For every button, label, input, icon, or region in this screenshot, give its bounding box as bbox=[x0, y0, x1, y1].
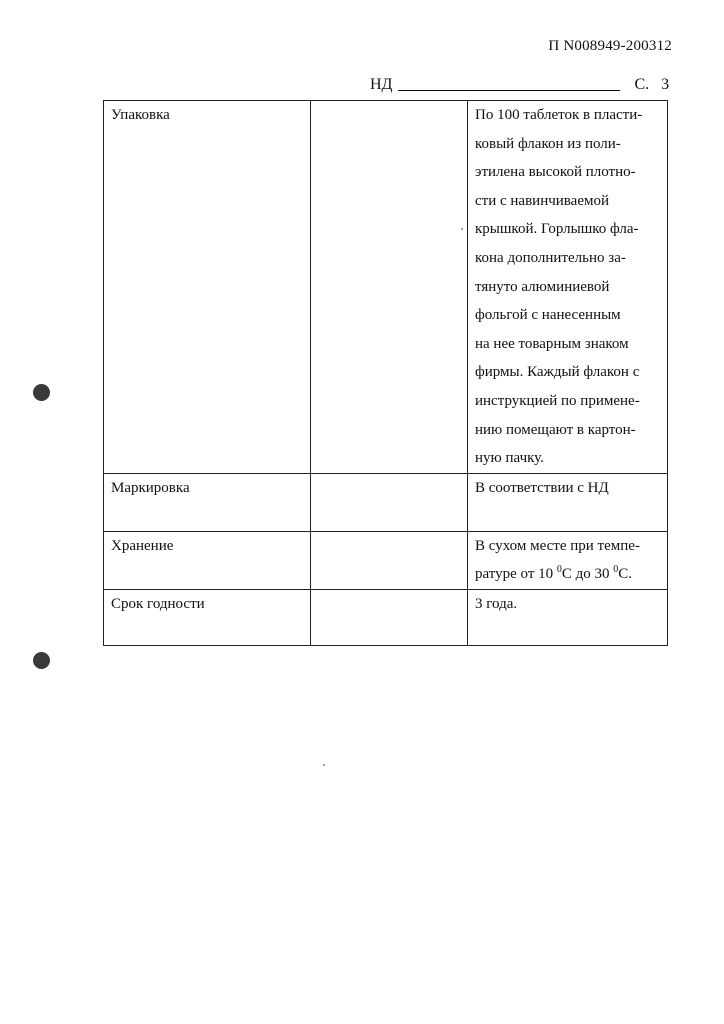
value-line: ковый флакон из поли- bbox=[475, 135, 621, 152]
value-line: нию помещают в картон- bbox=[475, 421, 636, 438]
value-line: В соответствии с НД bbox=[475, 479, 609, 496]
value-line: кона дополнительно за- bbox=[475, 249, 626, 266]
degree-sup: 0 bbox=[613, 564, 619, 576]
table-row-storage bbox=[104, 531, 668, 589]
document-number: П N008949-200312 bbox=[548, 38, 672, 54]
nd-label: НД bbox=[370, 76, 393, 93]
row-label: Маркировка bbox=[104, 473, 311, 531]
row-value bbox=[468, 473, 668, 531]
value-line: фольгой с нанесенным bbox=[475, 307, 621, 324]
row-label: Срок годности bbox=[104, 589, 311, 645]
table-row-packaging bbox=[104, 101, 668, 474]
nd-blank-line bbox=[398, 76, 620, 91]
temperature-line bbox=[475, 560, 667, 589]
value-line: По 100 таблеток в пласти- bbox=[475, 107, 643, 123]
value-line: ную пачку. bbox=[475, 450, 544, 467]
value-line: В сухом месте при темпе- bbox=[475, 537, 640, 554]
table-row-shelf-life bbox=[104, 589, 668, 645]
value-line: крышкой. Горлышко фла- bbox=[475, 221, 639, 238]
table-row-marking bbox=[104, 473, 668, 531]
temp-suffix: С. bbox=[618, 566, 633, 583]
specification-table bbox=[103, 100, 668, 646]
scan-speck bbox=[461, 228, 463, 230]
row-label: Хранение bbox=[104, 531, 311, 589]
empty-cell bbox=[311, 101, 468, 474]
value-line: 3 года. bbox=[475, 595, 518, 612]
value-line: тянуто алюминиевой bbox=[475, 278, 610, 295]
row-value bbox=[468, 589, 668, 645]
temp-prefix: ратуре от 10 bbox=[475, 566, 557, 583]
nd-header bbox=[370, 76, 669, 94]
row-value bbox=[468, 101, 668, 474]
scan-speck bbox=[323, 764, 325, 766]
row-value bbox=[468, 531, 668, 589]
punch-hole-mark bbox=[33, 652, 50, 669]
page-number: 3 bbox=[661, 76, 670, 93]
degree-sup: 0 bbox=[556, 564, 562, 576]
empty-cell bbox=[311, 473, 468, 531]
empty-cell bbox=[311, 531, 468, 589]
value-line: на нее товарным знаком bbox=[475, 335, 629, 352]
page-label: С. bbox=[634, 76, 650, 93]
empty-cell bbox=[311, 589, 468, 645]
punch-hole-mark bbox=[33, 384, 50, 401]
value-line: этилена высокой плотно- bbox=[475, 164, 636, 181]
value-line: сти с навинчиваемой bbox=[475, 192, 610, 209]
temp-mid: С до 30 bbox=[561, 566, 614, 583]
value-line: инструкцией по примене- bbox=[475, 392, 640, 409]
row-label: Упаковка bbox=[104, 101, 311, 474]
value-line: фирмы. Каждый флакон с bbox=[475, 364, 640, 381]
